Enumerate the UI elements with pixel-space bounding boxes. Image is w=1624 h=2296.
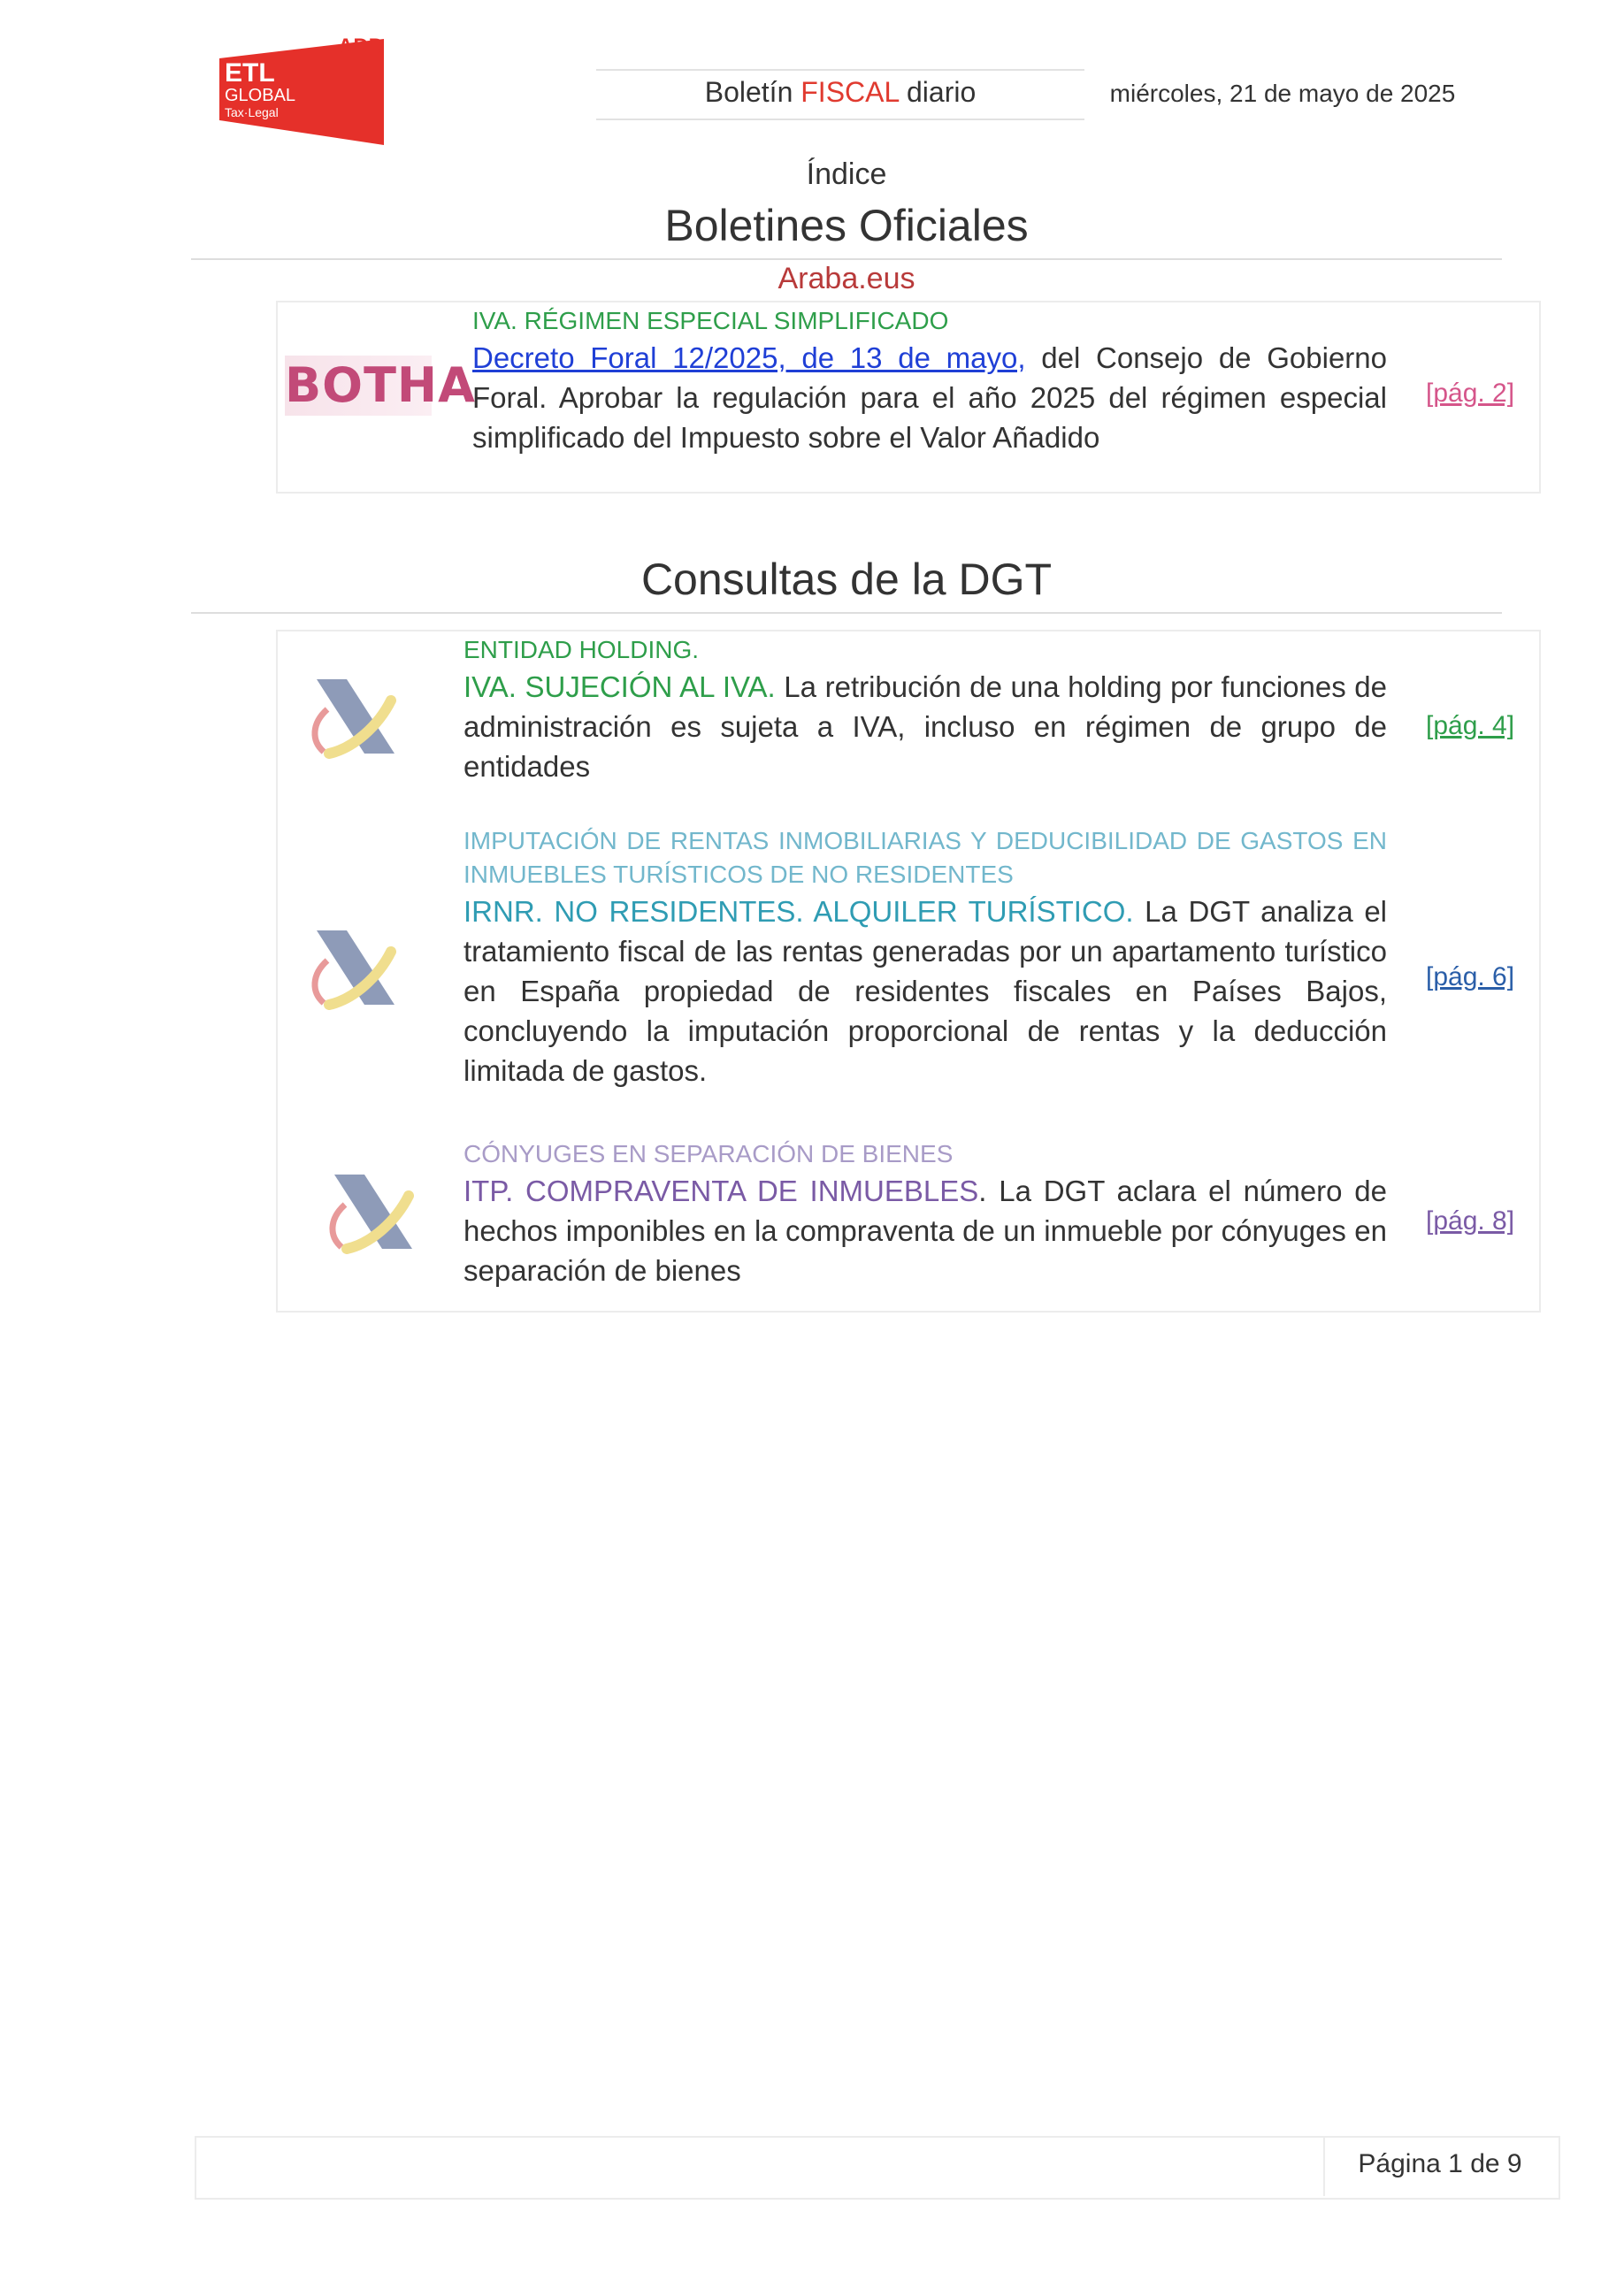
botha-entry (472, 304, 1387, 457)
subsection-araba: Araba.eus (778, 262, 915, 295)
entry-lead: ITP. COMPRAVENTA DE INMUEBLES (463, 1175, 979, 1207)
page-ref-link[interactable]: [pág. 6] (1426, 962, 1515, 991)
entry-description: del Consejo de Gobierno Foral. Aprobar la regulación para el año 2025 del régimen especial simplificado del Impuesto sobre el Valor Añadido (472, 341, 1388, 454)
page-ref-link[interactable]: [pág. 8] (1426, 1206, 1515, 1236)
section-divider (191, 612, 1502, 614)
entry-description: . La DGT aclara el número de hechos imponibles en la compraventa de un inmueble por cónyuges en separación de bienes (463, 1175, 1388, 1287)
botha-logo: BOTHA (285, 356, 432, 416)
consulta-entry-irnr (463, 824, 1387, 1091)
section-title-boletines: Boletines Oficiales (664, 201, 1029, 250)
footer-divider (1323, 2136, 1325, 2196)
aeat-logo (327, 1175, 416, 1259)
company-logo (219, 32, 384, 145)
aeat-logo (310, 930, 398, 1014)
entry-topic: CÓNYUGES EN SEPARACIÓN DE BIENES (463, 1140, 954, 1167)
section-divider (191, 258, 1502, 260)
section-title-consultas: Consultas de la DGT (640, 555, 1053, 604)
logo-tagline: Tax·Legal (225, 105, 279, 119)
logo-sub-text: GLOBAL (225, 86, 296, 105)
bulletin-title-accent: FISCAL (801, 76, 900, 108)
entry-topic: IVA. RÉGIMEN ESPECIAL SIMPLIFICADO (472, 307, 949, 334)
index-label: Índice (806, 157, 887, 191)
logo-top-text: ADD (338, 34, 384, 58)
entry-lead: IVA. SUJECIÓN AL IVA. (463, 670, 776, 703)
logo-main-text: ETL (225, 58, 275, 88)
consulta-entry-itp (463, 1137, 1387, 1290)
bulletin-date: miércoles, 21 de mayo de 2025 (1109, 80, 1456, 107)
entry-lead: IRNR. NO RESIDENTES. ALQUILER TURÍSTICO. (463, 895, 1134, 928)
decreto-link[interactable]: Decreto Foral 12/2025, de 13 de mayo, (472, 341, 1026, 374)
entry-topic: ENTIDAD HOLDING. (463, 636, 700, 663)
page-number: Página 1 de 9 (1358, 2149, 1522, 2178)
page-ref-link[interactable]: [pág. 2] (1426, 379, 1515, 408)
entry-description: La retribución de una holding por funciones de administración es sujeta a IVA, incluso en régimen de grupo de entidades (463, 670, 1387, 783)
aeat-logo (310, 679, 398, 763)
page-ref-link[interactable]: [pág. 4] (1426, 711, 1515, 740)
bulletin-title: Boletín FISCAL diario (704, 76, 977, 108)
consulta-entry-holding (463, 633, 1387, 786)
entry-topic: IMPUTACIÓN DE RENTAS INMOBILIARIAS Y DEDUCIBILIDAD DE GASTOS EN INMUEBLES TURÍSTICOS DE NO RESIDENTES (463, 827, 1387, 888)
entry-description: La DGT analiza el tratamiento fiscal de las rentas generadas por un apartamento turístico en España propiedad de residentes fiscales en Países Bajos, concluyendo la imputación proporcional de rentas y la deducción limitada de gastos. (463, 895, 1387, 1087)
